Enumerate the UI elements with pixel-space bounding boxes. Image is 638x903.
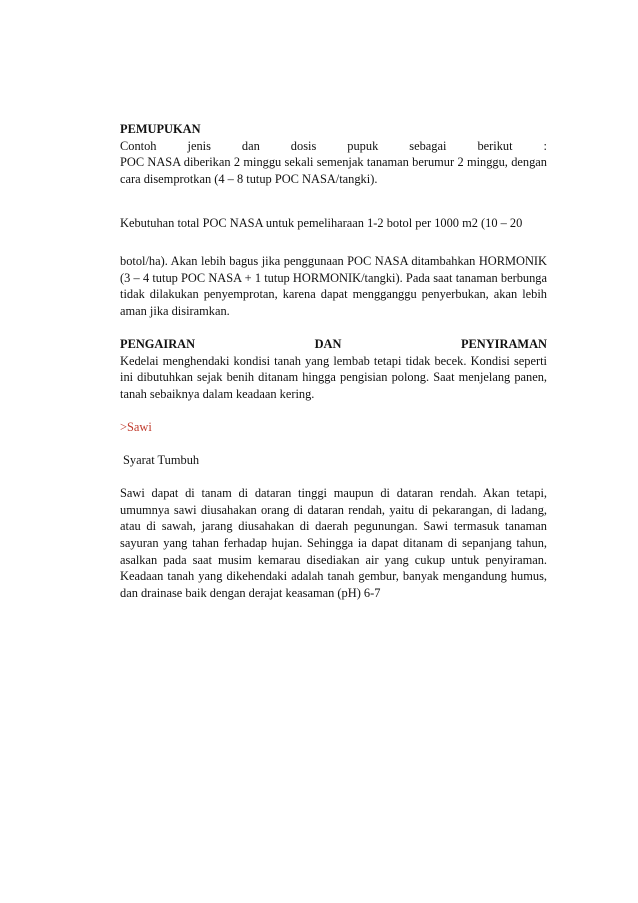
kebutuhan-line: Kebutuhan total POC NASA untuk pemeliharaan 1-2 botol per 1000 m2 (10 – 20	[120, 216, 523, 231]
kebutuhan-paragraph: botol/ha). Akan lebih bagus jika penggunaan POC NASA ditambahkan HORMONIK (3 – 4 tutup POC NASA + 1 tutup HORMONIK/tangki). Pada saat tanaman berbunga tidak dilakukan penyemprotan, karena dapat mengganggu penyerbukan, akan lebih aman jika disiramkan.	[120, 253, 547, 318]
document-page	[120, 121, 547, 601]
pengairan-paragraph: Kedelai menghendaki kondisi tanah yang lembab tetapi tidak becek. Kondisi seperti ini dibutuhkan sejak benih ditanam hingga pengisian polong. Saat menjelang panen, tanah sebaiknya dalam keadaan kering.	[120, 353, 547, 401]
pemupukan-paragraph: POC NASA diberikan 2 minggu sekali semenjak tanaman berumur 2 minggu, dengan cara disemprotkan (4 – 8 tutup POC NASA/tangki).	[120, 155, 547, 186]
sawi-paragraph: Sawi dapat di tanam di dataran tinggi maupun di dataran rendah. Akan tetapi, umumnya sawi diusahakan orang di dataran rendah, yaitu di pekarangan, di ladang, atau di sawah, jarang diusahakan di daerah pegunungan. Sawi termasuk tanaman sayuran yang tahan ferhadap hujan. Sehingga ia dapat ditanam di sepanjang tahun, asalkan pada saat musim kemarau disediakan air yang cukup untuk penyiraman. Keadaan tanah yang dikehendaki adalah tanah gembur, banyak mengandung humus, dan drainase baik dengan derajat keasaman (pH) 6-7	[120, 486, 547, 600]
pemupukan-heading: PEMUPUKAN	[120, 122, 201, 136]
pengairan-heading: PENGAIRAN DAN PENYIRAMAN	[120, 336, 547, 351]
sawi-link[interactable]: >Sawi	[120, 419, 152, 434]
pemupukan-intro-line: Contoh jenis dan dosis pupuk sebagai berikut :	[120, 138, 547, 153]
syarat-tumbuh-subheading: Syarat Tumbuh	[123, 453, 200, 468]
